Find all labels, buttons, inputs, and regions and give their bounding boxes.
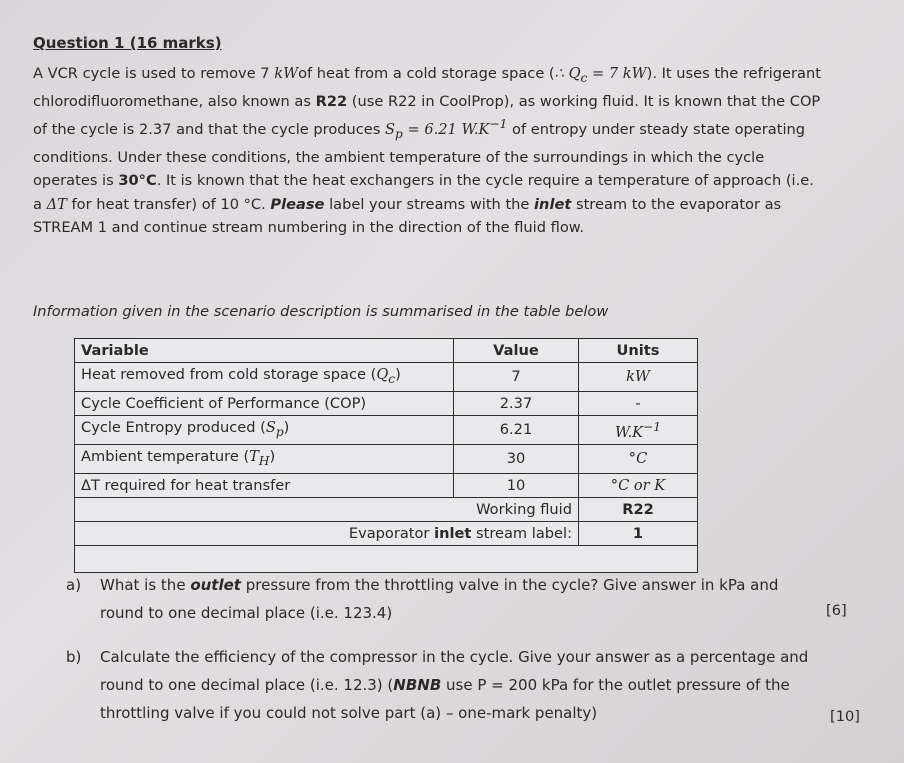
working-fluid-value: R22 xyxy=(579,497,698,521)
row-variable xyxy=(75,415,454,444)
question-label: b) xyxy=(66,648,82,666)
row-value: 2.37 xyxy=(454,391,579,415)
question-a xyxy=(66,571,856,631)
marks-b: [10] xyxy=(830,708,860,725)
table-blank-row xyxy=(75,545,698,572)
variable-symbol: Q xyxy=(376,366,389,383)
text-run: (use R22 in CoolProp), as working fluid. It is known that the COP of the cycle is 2.37 and that the cycle produces xyxy=(33,93,821,139)
table-row xyxy=(75,521,698,545)
variable-symbol: T xyxy=(249,447,259,465)
ambient-temp: 30°C xyxy=(118,172,157,190)
header-units: Units xyxy=(579,339,698,363)
variable-subscript: c xyxy=(388,371,396,386)
row-value: 30 xyxy=(454,444,579,473)
question-text xyxy=(100,571,810,627)
variable-symbol: S xyxy=(265,418,276,436)
question-title: Question 1 (16 marks) xyxy=(33,34,222,52)
question-emphasis: NBNB xyxy=(393,676,442,694)
table-row xyxy=(75,363,698,392)
row-unit: - xyxy=(579,391,698,415)
working-fluid-label: Working fluid xyxy=(75,497,579,521)
text-run: ). It uses the refrigerant chlorodifluoromethane, also known as xyxy=(33,65,821,111)
delta-t: ΔT xyxy=(46,195,67,213)
evap-inlet-value: 1 xyxy=(579,521,698,545)
row-value: 6.21 xyxy=(454,415,579,444)
row-variable xyxy=(75,363,454,392)
sp-subscript: p xyxy=(395,127,403,142)
row-value: 10 xyxy=(454,473,579,497)
row-unit: °C or K xyxy=(579,473,698,497)
text-run: use P = 200 kPa for the outlet pressure of the throttling valve if you could not solve part (a) – one-mark penalty) xyxy=(100,676,790,722)
inlet-emphasis: inlet xyxy=(534,195,572,213)
table-row xyxy=(75,497,698,521)
scenario-paragraph xyxy=(33,62,823,239)
table-row xyxy=(75,444,698,473)
sp-symbol: S xyxy=(385,121,396,139)
header-variable: Variable xyxy=(75,339,454,363)
qc-subscript: c xyxy=(580,70,588,85)
text-run: Calculate the efficiency of the compressor in the cycle. Give your answer as a percentage and round to one decimal place (i.e. 12.3) ( xyxy=(100,648,809,694)
row-variable: Cycle Coefficient of Performance (COP) xyxy=(75,391,454,415)
table-row xyxy=(75,473,698,497)
text-run: pressure from the throttling valve in the cycle? Give answer in kPa and round to one decimal place (i.e. 123.4) xyxy=(100,576,779,622)
header-value: Value xyxy=(454,339,579,363)
row-value: 7 xyxy=(454,363,579,392)
row-unit xyxy=(579,415,698,444)
text-run: What is the xyxy=(100,576,191,594)
please-emphasis: Please xyxy=(270,195,325,213)
question-b xyxy=(66,643,856,753)
unit-exponent: −1 xyxy=(643,419,661,434)
table-row xyxy=(75,415,698,444)
kw-unit: kW xyxy=(274,65,299,82)
text-run: stream to the evaporator as STREAM 1 and continue stream numbering in the direction of the fluid flow. xyxy=(33,195,782,236)
text-run: . It is known that the heat exchangers in the cycle require a temperature of approach (i.e. a xyxy=(33,172,814,213)
sp-exponent: −1 xyxy=(489,117,508,132)
blank-cell xyxy=(75,545,698,572)
sp-value: = 6.21 W.K xyxy=(402,121,490,139)
row-unit: °C xyxy=(579,444,698,473)
refrigerant-name: R22 xyxy=(315,93,348,111)
marks-a: [6] xyxy=(826,602,847,619)
variable-text: Ambient temperature ( xyxy=(81,447,250,465)
label-text: Evaporator xyxy=(348,524,435,542)
variable-text: Heat removed from cold storage space ( xyxy=(81,366,377,383)
variable-subscript: H xyxy=(258,453,270,468)
unit-text: W.K xyxy=(615,423,644,441)
text-run: of heat from a cold storage space ( xyxy=(298,65,555,82)
variable-close: ) xyxy=(269,447,276,465)
row-unit: kW xyxy=(579,363,698,392)
text-run: label your streams with the xyxy=(324,195,535,213)
text-run: A VCR cycle is used to remove 7 xyxy=(33,65,275,82)
label-bold: inlet xyxy=(434,524,472,542)
question-emphasis: outlet xyxy=(190,576,241,594)
text-run: for heat transfer) of 10 °C. xyxy=(66,195,271,213)
question-label: a) xyxy=(66,576,82,594)
table-caption: Information given in the scenario description is summarised in the table below xyxy=(33,303,609,320)
table-row xyxy=(75,391,698,415)
text-run: of entropy under steady state operating conditions. Under these conditions, the ambient temperature of the surroundings in which the cycle operates is xyxy=(33,121,806,190)
variable-close: ) xyxy=(395,366,401,383)
label-text: stream label: xyxy=(471,524,572,542)
row-variable xyxy=(75,444,454,473)
variable-text: Cycle Entropy produced ( xyxy=(81,418,266,436)
qc-symbol: ∴ Q xyxy=(554,65,581,82)
variable-subscript: p xyxy=(275,424,284,439)
evap-inlet-label xyxy=(75,521,579,545)
table-header-row xyxy=(75,339,698,363)
question-text xyxy=(100,643,840,727)
qc-value: = 7 kW xyxy=(587,65,647,82)
variable-close: ) xyxy=(283,418,290,436)
info-table xyxy=(74,338,698,573)
row-variable: ΔT required for heat transfer xyxy=(75,473,454,497)
